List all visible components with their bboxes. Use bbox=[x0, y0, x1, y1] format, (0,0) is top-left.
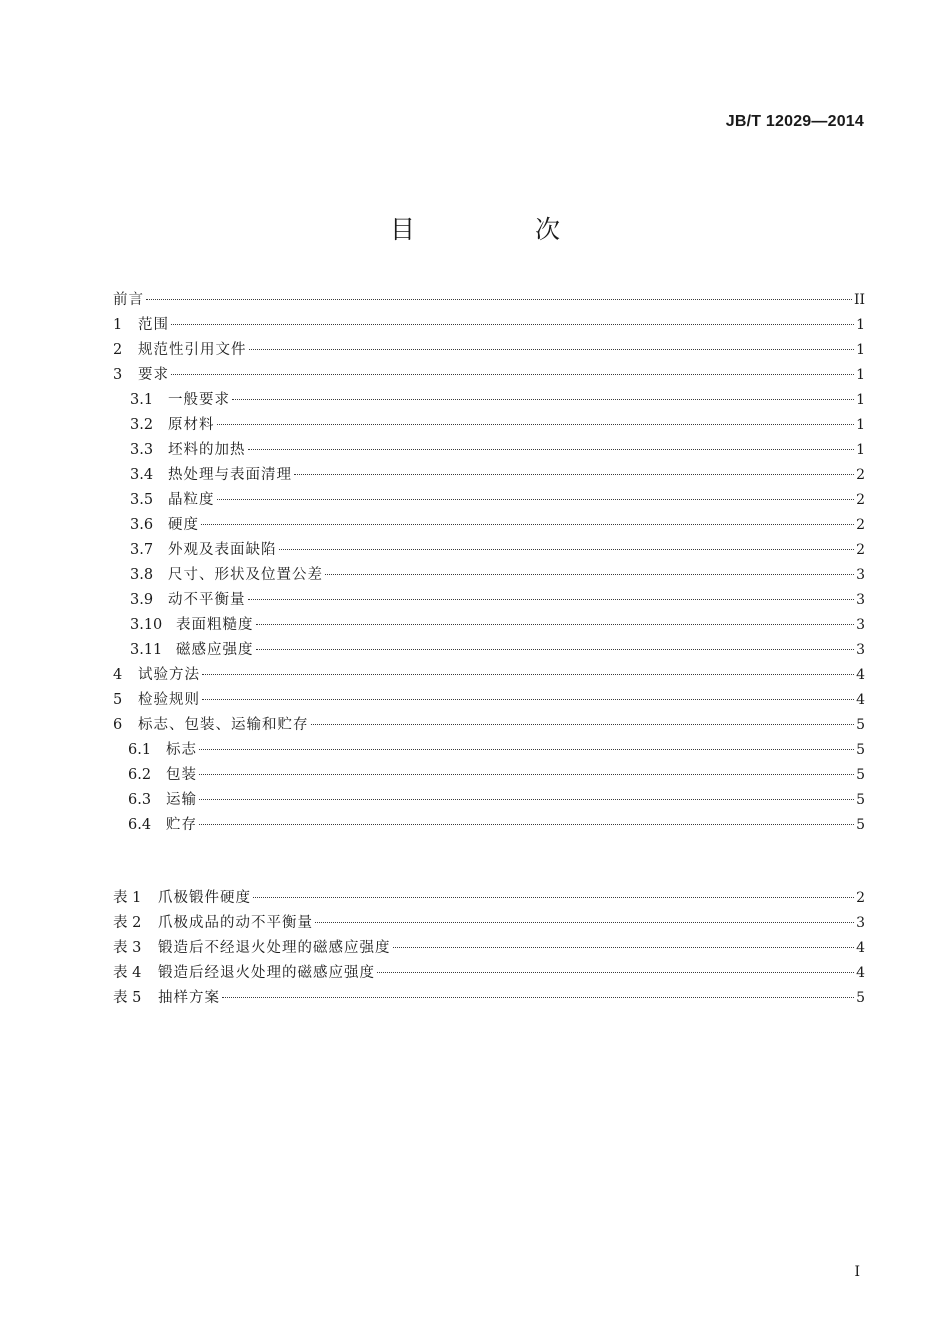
toc-entry-text: 热处理与表面清理 bbox=[168, 467, 292, 483]
toc-entry-page: 2 bbox=[856, 542, 865, 558]
toc-entry-number: 3.8 bbox=[130, 567, 154, 583]
toc-entry-text: 包装 bbox=[166, 767, 197, 783]
toc-entry-text: 硬度 bbox=[168, 517, 199, 533]
table-of-contents bbox=[113, 288, 865, 1011]
toc-table-3[interactable] bbox=[113, 936, 865, 961]
toc-entry-number: 3.4 bbox=[130, 467, 154, 483]
toc-entry-number: 6.3 bbox=[128, 792, 152, 808]
document-code: JB/T 12029—2014 bbox=[725, 113, 864, 130]
dot-leader bbox=[199, 798, 854, 800]
toc-table-number: 表 3 bbox=[113, 940, 142, 956]
dot-leader bbox=[232, 398, 854, 400]
toc-entry-3-6[interactable] bbox=[113, 513, 865, 538]
dot-leader bbox=[294, 473, 854, 475]
dot-leader bbox=[171, 373, 854, 375]
toc-entry-3-10[interactable] bbox=[113, 613, 865, 638]
toc-table-number: 表 4 bbox=[113, 965, 142, 981]
toc-entry-page: 2 bbox=[856, 492, 865, 508]
toc-table-page: 4 bbox=[856, 965, 865, 981]
toc-entry-page: 1 bbox=[856, 367, 865, 383]
toc-table-text: 抽样方案 bbox=[158, 990, 220, 1006]
dot-leader bbox=[279, 548, 855, 550]
dot-leader bbox=[201, 523, 854, 525]
dot-leader bbox=[146, 298, 852, 300]
toc-entry-page: 5 bbox=[856, 767, 865, 783]
toc-entry-page: 5 bbox=[856, 817, 865, 833]
toc-entry-text: 要求 bbox=[138, 367, 169, 383]
toc-entry-number: 6 bbox=[113, 717, 123, 733]
dot-leader bbox=[248, 598, 855, 600]
toc-entry-text: 晶粒度 bbox=[168, 492, 215, 508]
toc-entry-text: 检验规则 bbox=[138, 692, 200, 708]
toc-entry-page: 3 bbox=[856, 592, 865, 608]
toc-entry-text: 标志 bbox=[166, 742, 197, 758]
dot-leader bbox=[325, 573, 854, 575]
toc-entry-page: 4 bbox=[856, 667, 865, 683]
dot-leader bbox=[222, 996, 854, 998]
section-gap bbox=[113, 838, 865, 886]
dot-leader bbox=[199, 823, 854, 825]
toc-entry-page: 3 bbox=[856, 642, 865, 658]
toc-table-page: 4 bbox=[856, 940, 865, 956]
dot-leader bbox=[377, 971, 854, 973]
toc-entry-page: 1 bbox=[856, 317, 865, 333]
toc-entry-text: 一般要求 bbox=[168, 392, 230, 408]
toc-entry-6-3[interactable] bbox=[113, 788, 865, 813]
dot-leader bbox=[202, 698, 854, 700]
toc-entry-3-9[interactable] bbox=[113, 588, 865, 613]
dot-leader bbox=[393, 946, 855, 948]
toc-entry-3-8[interactable] bbox=[113, 563, 865, 588]
toc-entry-requirements[interactable] bbox=[113, 363, 865, 388]
toc-entry-page: 3 bbox=[856, 567, 865, 583]
toc-entry-3-11[interactable] bbox=[113, 638, 865, 663]
toc-entry-text: 原材料 bbox=[168, 417, 215, 433]
toc-entry-3-1[interactable] bbox=[113, 388, 865, 413]
dot-leader bbox=[253, 896, 854, 898]
toc-entry-text: 试验方法 bbox=[138, 667, 200, 683]
toc-table-text: 锻造后不经退火处理的磁感应强度 bbox=[158, 940, 391, 956]
toc-table-number: 表 1 bbox=[113, 890, 142, 906]
toc-table-page: 2 bbox=[856, 890, 865, 906]
toc-entry-6-1[interactable] bbox=[113, 738, 865, 763]
toc-entry-3-7[interactable] bbox=[113, 538, 865, 563]
toc-entry-text: 表面粗糙度 bbox=[176, 617, 254, 633]
toc-entry-number: 3.6 bbox=[130, 517, 154, 533]
toc-table-4[interactable] bbox=[113, 961, 865, 986]
toc-table-5[interactable] bbox=[113, 986, 865, 1011]
toc-entry-marking-packaging[interactable] bbox=[113, 713, 865, 738]
toc-entry-number: 3.11 bbox=[130, 642, 163, 658]
toc-table-page: 3 bbox=[856, 915, 865, 931]
toc-entry-number: 3.1 bbox=[130, 392, 154, 408]
toc-entry-number: 3 bbox=[113, 367, 123, 383]
toc-entry-3-3[interactable] bbox=[113, 438, 865, 463]
toc-entry-page: 1 bbox=[856, 392, 865, 408]
toc-entry-6-4[interactable] bbox=[113, 813, 865, 838]
toc-table-1[interactable] bbox=[113, 886, 865, 911]
toc-table-2[interactable] bbox=[113, 911, 865, 936]
toc-table-number: 表 5 bbox=[113, 990, 142, 1006]
toc-entry-text: 范围 bbox=[138, 317, 169, 333]
toc-entry-text: 外观及表面缺陷 bbox=[168, 542, 277, 558]
toc-entry-page: 3 bbox=[856, 617, 865, 633]
toc-entry-test-methods[interactable] bbox=[113, 663, 865, 688]
dot-leader bbox=[217, 423, 855, 425]
toc-entry-text: 动不平衡量 bbox=[168, 592, 246, 608]
toc-entry-page: 1 bbox=[856, 342, 865, 358]
toc-entry-text: 规范性引用文件 bbox=[138, 342, 247, 358]
toc-entry-number: 4 bbox=[113, 667, 123, 683]
toc-entry-number: 3.9 bbox=[130, 592, 154, 608]
toc-entry-page: 5 bbox=[856, 792, 865, 808]
toc-table-text: 爪极成品的动不平衡量 bbox=[158, 915, 313, 931]
toc-entry-page: 5 bbox=[856, 717, 865, 733]
dot-leader bbox=[199, 748, 854, 750]
toc-entry-number: 3.5 bbox=[130, 492, 154, 508]
toc-entry-text: 运输 bbox=[166, 792, 197, 808]
toc-entry-page: II bbox=[853, 292, 865, 308]
toc-entry-number: 3.7 bbox=[130, 542, 154, 558]
page-title: 目 次 bbox=[390, 215, 616, 244]
toc-entry-page: 2 bbox=[856, 517, 865, 533]
dot-leader bbox=[256, 648, 855, 650]
dot-leader bbox=[256, 623, 855, 625]
dot-leader bbox=[315, 921, 854, 923]
dot-leader bbox=[248, 448, 855, 450]
toc-entry-6-2[interactable] bbox=[113, 763, 865, 788]
toc-entry-3-4[interactable] bbox=[113, 463, 865, 488]
toc-entry-number: 2 bbox=[113, 342, 123, 358]
toc-entry-scope[interactable] bbox=[113, 313, 865, 338]
toc-entry-3-2[interactable] bbox=[113, 413, 865, 438]
toc-entry-page: 4 bbox=[856, 692, 865, 708]
toc-entry-normative-references[interactable] bbox=[113, 338, 865, 363]
toc-entry-page: 1 bbox=[856, 417, 865, 433]
page-number: I bbox=[854, 1264, 860, 1280]
dot-leader bbox=[199, 773, 854, 775]
toc-entry-3-5[interactable] bbox=[113, 488, 865, 513]
toc-entry-page: 2 bbox=[856, 467, 865, 483]
toc-entry-page: 1 bbox=[856, 442, 865, 458]
toc-table-page: 5 bbox=[856, 990, 865, 1006]
toc-entry-page: 5 bbox=[856, 742, 865, 758]
dot-leader bbox=[249, 348, 855, 350]
toc-table-number: 表 2 bbox=[113, 915, 142, 931]
toc-entry-number: 5 bbox=[113, 692, 123, 708]
toc-entry-text: 标志、包装、运输和贮存 bbox=[138, 717, 309, 733]
toc-table-text: 锻造后经退火处理的磁感应强度 bbox=[158, 965, 375, 981]
toc-entry-number: 6.4 bbox=[128, 817, 152, 833]
toc-entry-number: 1 bbox=[113, 317, 123, 333]
toc-entry-text: 贮存 bbox=[166, 817, 197, 833]
toc-entry-number: 3.2 bbox=[130, 417, 154, 433]
toc-entry-number: 3.10 bbox=[130, 617, 163, 633]
toc-entry-number: 6.1 bbox=[128, 742, 152, 758]
toc-table-text: 爪极锻件硬度 bbox=[158, 890, 251, 906]
toc-entry-text: 磁感应强度 bbox=[176, 642, 254, 658]
toc-entry-text: 尺寸、形状及位置公差 bbox=[168, 567, 323, 583]
toc-entry-number: 6.2 bbox=[128, 767, 152, 783]
dot-leader bbox=[171, 323, 854, 325]
dot-leader bbox=[217, 498, 855, 500]
toc-entry-number: 3.3 bbox=[130, 442, 154, 458]
dot-leader bbox=[311, 723, 855, 725]
toc-entry-text: 坯料的加热 bbox=[168, 442, 246, 458]
toc-entry-inspection-rules[interactable] bbox=[113, 688, 865, 713]
dot-leader bbox=[202, 673, 854, 675]
toc-entry-text: 前言 bbox=[113, 292, 144, 308]
toc-entry-foreword[interactable] bbox=[113, 288, 865, 313]
